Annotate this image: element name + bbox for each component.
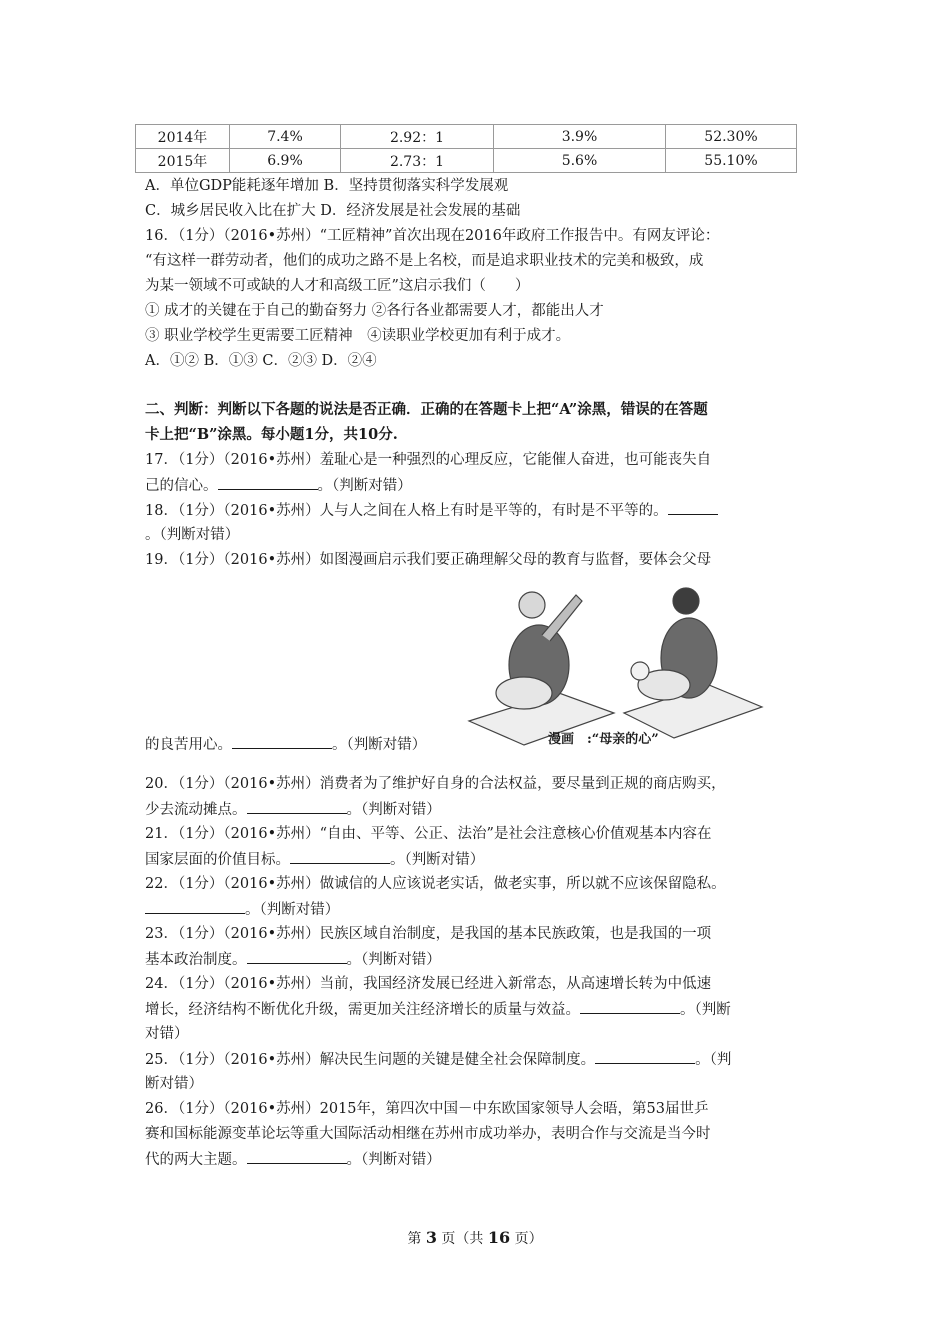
q18-text: 18．（1分）（2016•苏州）人与人之间在人格上有时是平等的，有时是不平等的。 (145, 503, 668, 519)
right-child-head (631, 662, 649, 680)
right-mother-head (673, 588, 699, 614)
page-footer (0, 1228, 950, 1248)
table-cell: 6.9% (230, 149, 341, 173)
q18-line1 (145, 500, 718, 521)
q16-statements-34: ③ 职业学校学生更需要工匠精神 ④读职业学校更加有利于成才。 (145, 328, 571, 344)
table-cell: 52.30% (666, 125, 797, 149)
footer-prefix: 第 (407, 1231, 426, 1247)
section2-heading-line2: 卡上把“B”涂黑。每小题1分，共10分. (145, 426, 398, 443)
left-mother-head (519, 592, 545, 618)
q26-line3 (145, 1149, 441, 1170)
q26-line2: 赛和国标能源变革论坛等重大国际活动相继在苏州市成功举办，表明合作与交流是当今时 (145, 1126, 711, 1142)
footer-mid: 页（共 (436, 1231, 488, 1247)
q16-statements-12: ① 成才的关键在于自己的勤奋努力 ②各行各业都需要人才，都能出人才 (145, 303, 604, 319)
q17-line2 (145, 475, 412, 496)
q19-line2 (145, 734, 426, 755)
answer-blank (595, 1049, 695, 1064)
q25-line1 (145, 1049, 731, 1070)
q24-line3: 对错） (145, 1026, 189, 1042)
q26-suffix: 。（判断对错） (346, 1152, 441, 1168)
mother-heart-cartoon (464, 573, 764, 753)
q16-line2: “有这样一群劳动者，他们的成功之路不是上名校，而是追求职业技术的完美和极致，成 (145, 253, 704, 269)
q21-suffix: 。（判断对错） (390, 852, 485, 868)
answer-blank (247, 1149, 347, 1164)
q19-suffix: 。（判断对错） (332, 737, 427, 753)
q20-text: 少去流动摊点。 (145, 802, 247, 818)
q23-text: 基本政治制度。 (145, 952, 247, 968)
answer-blank (668, 500, 718, 515)
q16-line3: 为某一领域不可或缺的人才和高级工匠”这启示我们（ ） (145, 278, 530, 294)
answer-blank (247, 949, 347, 964)
q24-text: 增长，经济结构不断优化升级，需更加关注经济增长的质量与效益。 (145, 1002, 580, 1018)
q20-line1: 20．（1分）（2016•苏州）消费者为了维护好自身的合法权益，要尽量到正规的商店购买， (145, 776, 726, 792)
q23-line2 (145, 949, 441, 970)
footer-suffix: 页） (510, 1231, 543, 1247)
q24-suffix: 。（判断 (680, 1002, 731, 1018)
answer-blank (290, 849, 390, 864)
table-cell: 2014年 (136, 125, 230, 149)
q24-line2 (145, 999, 731, 1020)
table-cell: 2.92：1 (341, 125, 494, 149)
q25-line2: 断对错） (145, 1076, 203, 1092)
q20-line2 (145, 799, 441, 820)
q17-text: 己的信心。 (145, 478, 218, 494)
data-table (135, 124, 797, 173)
q19-line1: 19．（1分）（2016•苏州）如图漫画启示我们要正确理解父母的教育与监督，要体会父母 (145, 552, 712, 568)
table-row (136, 125, 797, 149)
table-cell: 55.10% (666, 149, 797, 173)
answer-blank (218, 475, 318, 490)
q17-suffix: 。（判断对错） (317, 478, 412, 494)
q20-suffix: 。（判断对错） (346, 802, 441, 818)
q18-line2: 。（判断对错） (145, 527, 240, 543)
raised-arm (542, 595, 582, 641)
table-cell: 3.9% (494, 125, 666, 149)
q16-answers: A．①② B．①③ C．②③ D．②④ (145, 353, 377, 369)
page-number: 3 (425, 1228, 437, 1247)
q21-line1: 21．（1分）（2016•苏州）“自由、平等、公正、法治”是社会注意核心价值观基本内容在 (145, 826, 712, 842)
q22-suffix: 。（判断对错） (245, 902, 340, 918)
cartoon-caption: 漫画 :“母亲的心” (548, 732, 659, 747)
q26-line1: 26．（1分）（2016•苏州）2015年，第四次中国－中东欧国家领导人会晤，第53届世乒 (145, 1101, 709, 1117)
q16-line1: 16．（1分）（2016•苏州）“工匠精神”首次出现在2016年政府工作报告中。有网友评论： (145, 228, 720, 244)
q25-suffix: 。（判 (695, 1052, 732, 1068)
q22-line2 (145, 899, 339, 920)
table-cell: 5.6% (494, 149, 666, 173)
answer-blank (580, 999, 680, 1014)
q15-options-cd: C．城乡居民收入比在扩大 D．经济发展是社会发展的基础 (145, 203, 521, 219)
table-cell: 2015年 (136, 149, 230, 173)
q19-text: 的良苦用心。 (145, 737, 232, 753)
q22-line1: 22．（1分）（2016•苏州）做诚信的人应该说老实话，做老实事，所以就不应该保留隐私。 (145, 876, 726, 892)
table-row (136, 149, 797, 173)
q17-line1: 17．（1分）（2016•苏州）羞耻心是一种强烈的心理反应，它能催人奋进，也可能丧失自 (145, 452, 712, 468)
table-cell: 2.73：1 (341, 149, 494, 173)
table-cell: 7.4% (230, 125, 341, 149)
left-child (496, 677, 552, 709)
total-pages: 16 (487, 1228, 511, 1247)
section2-heading-line1: 二、判断：判断以下各题的说法是否正确．正确的在答题卡上把“A”涂黑，错误的在答题 (145, 401, 708, 418)
q21-text: 国家层面的价值目标。 (145, 852, 290, 868)
q23-line1: 23．（1分）（2016•苏州）民族区域自治制度，是我国的基本民族政策，也是我国的一项 (145, 926, 712, 942)
q15-options-ab: A．单位GDP能耗逐年增加 B．坚持贯彻落实科学发展观 (145, 178, 509, 194)
q25-text: 25．（1分）（2016•苏州）解决民生问题的关键是健全社会保障制度。 (145, 1052, 596, 1068)
q26-text: 代的两大主题。 (145, 1152, 247, 1168)
q24-line1: 24．（1分）（2016•苏州）当前，我国经济发展已经进入新常态，从高速增长转为中低速 (145, 976, 712, 992)
q23-suffix: 。（判断对错） (346, 952, 441, 968)
answer-blank (145, 899, 245, 914)
q21-line2 (145, 849, 484, 870)
answer-blank (247, 799, 347, 814)
answer-blank (232, 734, 332, 749)
